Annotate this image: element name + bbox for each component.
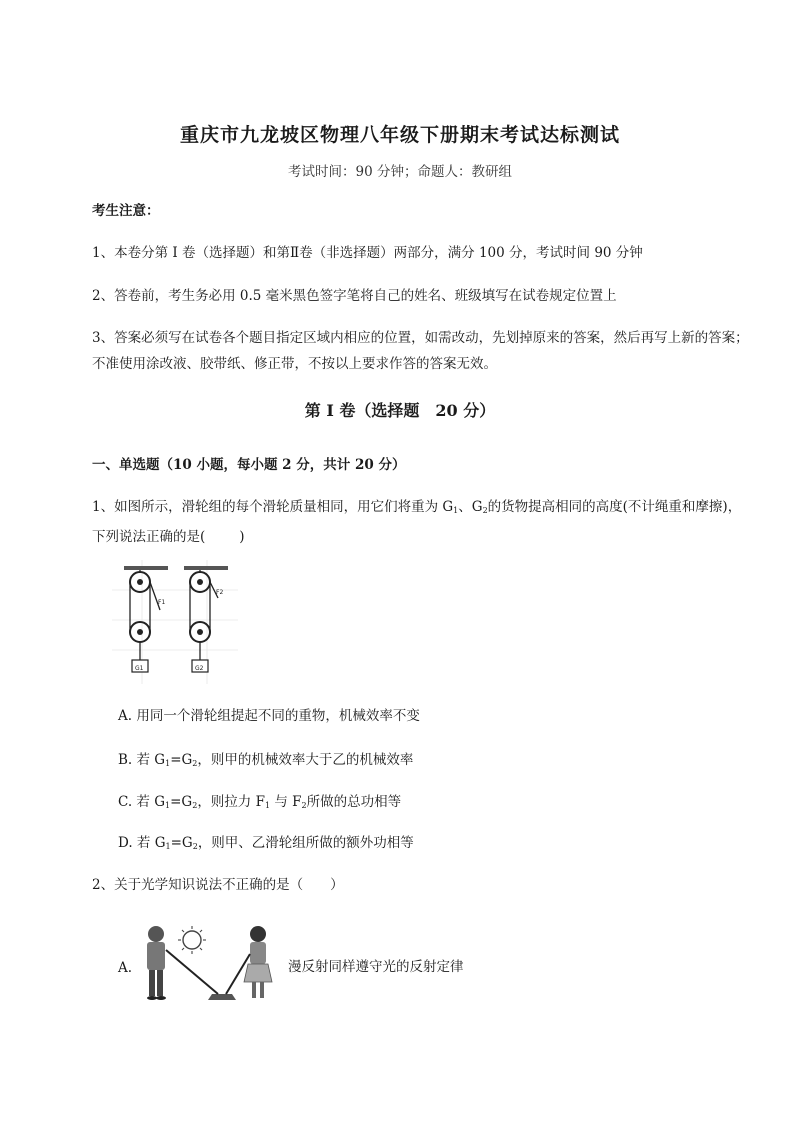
q1-option-a[interactable]: A. 用同一个滑轮组提起不同的重物，机械效率不变 bbox=[118, 708, 420, 724]
pulley-system-figure bbox=[112, 560, 238, 684]
label-g1: G1 bbox=[135, 665, 144, 672]
notice-item-2: 2、答卷前，考生务必用 0.5 毫米黑色签字笔将自己的姓名、班级填写在试卷规定位置上 bbox=[92, 288, 617, 304]
q2-option-a-text: 漫反射同样遵守光的反射定律 bbox=[288, 959, 464, 975]
q1-option-c[interactable]: C. 若 $G_1=G_2$，则拉力 $F_1$ 与 $F_2$所做的总功相等 bbox=[118, 794, 402, 810]
exam-info: 考试时间：90 分钟；命题人：教研组 bbox=[288, 164, 512, 180]
q2-option-a-label[interactable]: A. bbox=[118, 960, 133, 976]
label-f2: F2 bbox=[216, 589, 224, 596]
label-g2: G2 bbox=[195, 665, 204, 672]
notice-heading: 考生注意： bbox=[92, 203, 160, 219]
part-heading: 一、单选题（10 小题，每小题 2 分，共计 20 分） bbox=[92, 457, 406, 473]
notice-item-1: 1、本卷分第 I 卷（选择题）和第Ⅱ卷（非选择题）两部分，满分 100 分，考试时间 90 分钟 bbox=[92, 245, 643, 261]
label-f1: F1 bbox=[158, 599, 166, 606]
section-title: 第 I 卷（选择题 20 分） bbox=[304, 401, 496, 420]
notice-item-3: 3、答案必须写在试卷各个题目指定区域内相应的位置，如需改动，先划掉原来的答案，然后再写上新的答案；不准使用涂改液、胶带纸、修正带，不按以上要求作答的答案无效。 bbox=[92, 330, 749, 372]
question-1-stem: 1、如图所示，滑轮组的每个滑轮质量相同，用它们将重为 $G_1$、$G_2$的货物提高相同的高度(不计绳重和摩擦)，下列说法正确的是( ) bbox=[92, 499, 742, 545]
q1-option-b[interactable]: B. 若 $G_1=G_2$，则甲的机械效率大于乙的机械效率 bbox=[118, 752, 414, 768]
question-2-stem: 2、关于光学知识说法不正确的是（ ） bbox=[92, 877, 344, 893]
q1-option-d[interactable]: D. 若 $G_1=G_2$，则甲、乙滑轮组所做的额外功相等 bbox=[118, 835, 414, 851]
page-title: 重庆市九龙坡区物理八年级下册期末考试达标测试 bbox=[179, 124, 620, 146]
diffuse-reflection-figure bbox=[136, 920, 286, 1008]
